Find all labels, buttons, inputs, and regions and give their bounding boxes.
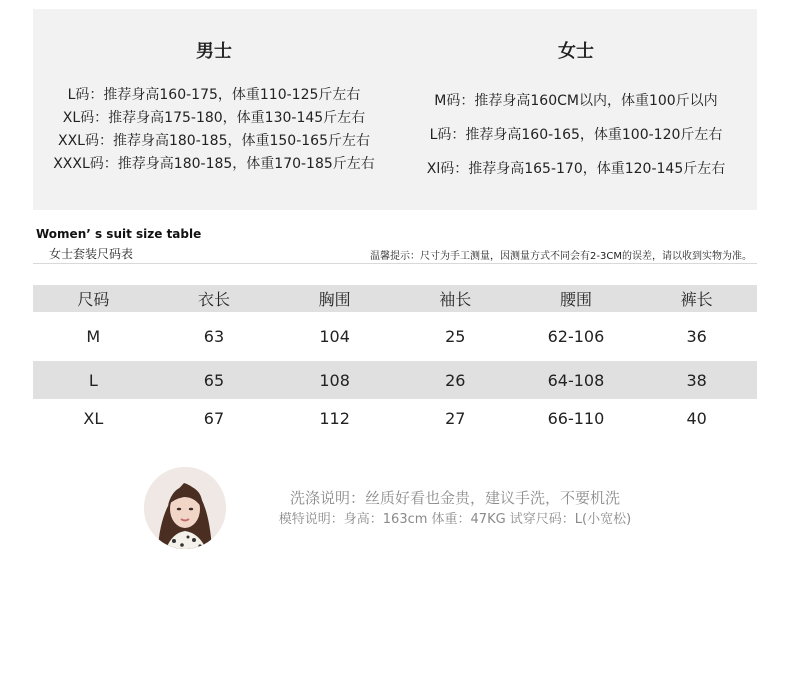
men-size-line: XL码：推荐身高175-180，体重130-145斤左右 [62, 110, 366, 126]
table-cell: M [86, 327, 101, 346]
women-size-line: Xl码：推荐身高165-170，体重120-145斤左右 [426, 161, 726, 177]
women-size-line: L码：推荐身高160-165，体重100-120斤左右 [429, 127, 723, 143]
header-pants-length: 裤长 [680, 290, 713, 309]
model-info: 模特说明：身高：163cm 体重：47KG 试穿尺码：L(小宽松) [278, 512, 632, 527]
table-row [33, 361, 757, 399]
table-cell: 36 [686, 327, 707, 346]
table-cell: 25 [445, 327, 466, 346]
measurement-tip: 温馨提示：尺寸为手工测量，因测量方式不同会有2-3CM的误差，请以收到实物为准。 [370, 251, 752, 262]
wash-instructions: 洗涤说明：丝质好看也金贵，建议手洗，不要机洗 [289, 489, 620, 507]
table-cell: 27 [445, 408, 466, 428]
header-waist: 腰围 [559, 290, 592, 309]
header-size: 尺码 [77, 290, 110, 309]
table-row [33, 399, 757, 437]
table-cell: 112 [319, 408, 350, 428]
men-size-line: XXXL码：推荐身高180-185，体重170-185斤左右 [53, 156, 375, 172]
care-notes [250, 487, 660, 531]
women-title: 女士 [558, 41, 594, 62]
table-cell: 108 [319, 370, 350, 390]
table-cell: 38 [686, 370, 707, 390]
table-cell: XL [83, 408, 104, 428]
model-portrait-icon [144, 467, 226, 549]
table-cell: 67 [203, 408, 225, 428]
table-title-cn: 女士套装尺码表 [49, 247, 134, 261]
model-avatar [144, 467, 226, 549]
table-cell: 64-108 [547, 370, 605, 390]
table-cell: 66-110 [547, 408, 605, 428]
table-cell: 104 [319, 327, 350, 346]
men-size-line: XXL码：推荐身高180-185，体重150-165斤左右 [58, 133, 370, 149]
women-size-lines [395, 84, 757, 186]
table-cell: 63 [203, 327, 225, 346]
men-title: 男士 [196, 41, 232, 62]
men-size-lines [33, 84, 395, 176]
table-title-en: Women’ s suit size table [36, 227, 202, 241]
table-cell: 65 [203, 370, 225, 390]
table-cell: 40 [686, 408, 707, 428]
size-guide-panel [33, 9, 757, 210]
header-length: 衣长 [197, 290, 230, 309]
header-sleeve: 袖长 [439, 290, 472, 309]
table-cell: 62-106 [547, 327, 605, 346]
header-bust: 胸围 [318, 290, 351, 309]
table-cell: 26 [445, 370, 466, 390]
divider [33, 263, 757, 264]
size-table [33, 285, 757, 437]
table-row [33, 312, 757, 361]
table-cell: L [88, 370, 98, 390]
men-size-line: L码：推荐身高160-175，体重110-125斤左右 [67, 87, 361, 103]
women-size-line: M码：推荐身高160CM以内，体重100斤以内 [434, 93, 718, 109]
table-header-row [33, 285, 757, 312]
